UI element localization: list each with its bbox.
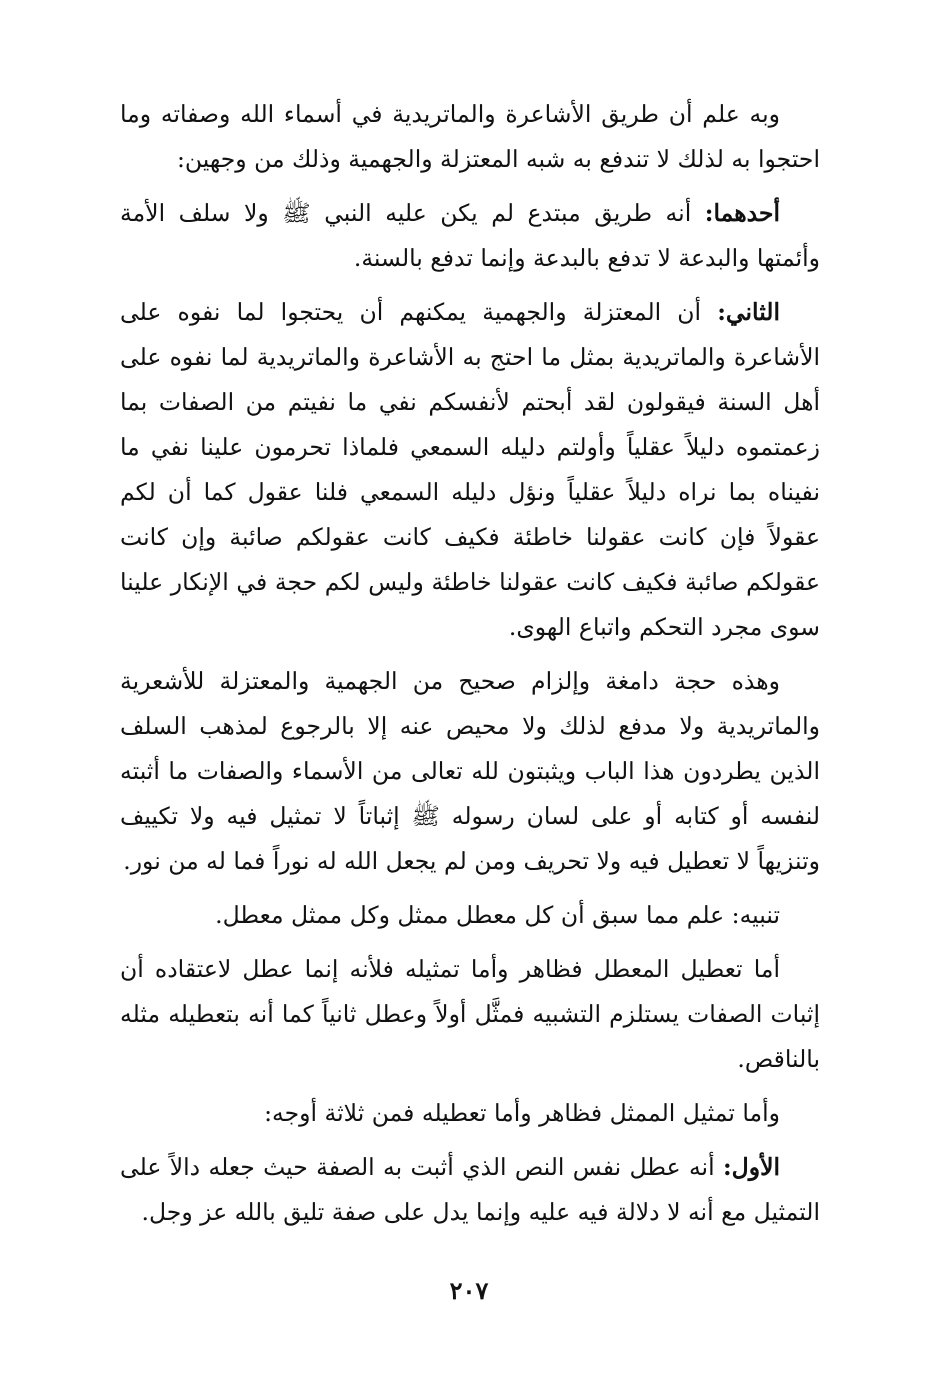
paragraph-first-aspect [120, 1145, 820, 1235]
paragraph-text: وبه علم أن طريق الأشاعرة والماتريدية في أسماء الله وصفاته وما احتجوا به لذلك لا تندفع به شبه المعتزلة والجهمية وذلك من وجهين: [120, 100, 820, 173]
paragraph-text: أنه عطل نفس النص الذي أثبت به الصفة حيث جعله دالاً على التمثيل مع أنه لا دلالة فيه عليه وإنما يدل على صفة تليق بالله عز وجل. [120, 1153, 820, 1226]
paragraph-intro [120, 92, 820, 182]
paragraph-lead: الأول: [722, 1153, 780, 1181]
paragraph-argument [120, 659, 820, 884]
paragraph-text: أنه طريق مبتدع لم يكن عليه النبي ﷺ ولا سلف الأمة وأئمتها والبدعة لا تدفع بالبدعة وإنما تدفع بالسنة. [120, 199, 820, 272]
paragraph-first-point [120, 191, 820, 281]
paragraph-text: وأما تمثيل الممثل فظاهر وأما تعطيله فمن ثلاثة أوجه: [264, 1099, 780, 1127]
paragraph-second-point [120, 290, 820, 650]
paragraph-lead: الثاني: [717, 298, 780, 326]
paragraph-text: تنبيه: علم مما سبق أن كل معطل ممثل وكل ممثل معطل. [215, 901, 780, 929]
paragraph-ta-til [120, 947, 820, 1082]
page-number: ٢٠٧ [449, 1276, 489, 1305]
paragraph-lead: أحدهما: [704, 199, 780, 227]
paragraph-text: وهذه حجة دامغة وإلزام صحيح من الجهمية والمعتزلة للأشعرية والماتريدية ولا مدفع لذلك ولا محيص عنه إلا بالرجوع لمذهب السلف الذين يطردون هذا الباب ويثبتون لله تعالى من الأسماء والصفات ما أثبته لنفسه أو كتابه أو على لسان رسوله ﷺ إثباتاً لا تمثيل فيه ولا تكييف وتنزيهاً لا تعطيل فيه ولا تحريف ومن لم يجعل الله له نوراً فما له من نور. [120, 667, 820, 875]
paragraph-text: أما تعطيل المعطل فظاهر وأما تمثيله فلأنه إنما عطل لاعتقاده أن إثبات الصفات يستلزم التشبيه فمثَّل أولاً وعطل ثانياً كما أنه بتعطيله مثله بالناقص. [120, 955, 820, 1073]
paragraph-text: أن المعتزلة والجهمية يمكنهم أن يحتجوا لما نفوه على الأشاعرة والماتريدية بمثل ما احتج به الأشاعرة والماتريدية لما نفوه على أهل السنة فيقولون لقد أبحتم لأنفسكم نفي ما نفيتم من الصفات بما زعمتموه دليلاً عقلياً وأولتم دليله السمعي فلماذا تحرمون علينا نفي ما نفيناه بما نراه دليلاً عقلياً ونؤل دليله السمعي فلنا عقول كما أن لكم عقولاً فإن كانت عقولنا خاطئة فكيف كانت عقولكم صائبة وإن كانت عقولكم صائبة فكيف كانت عقولنا خاطئة وليس لكم حجة في الإنكار علينا سوى مجرد التحكم واتباع الهوى. [120, 298, 820, 641]
page-body [120, 92, 820, 1244]
paragraph-note [120, 893, 820, 938]
paragraph-tamthil [120, 1091, 820, 1136]
